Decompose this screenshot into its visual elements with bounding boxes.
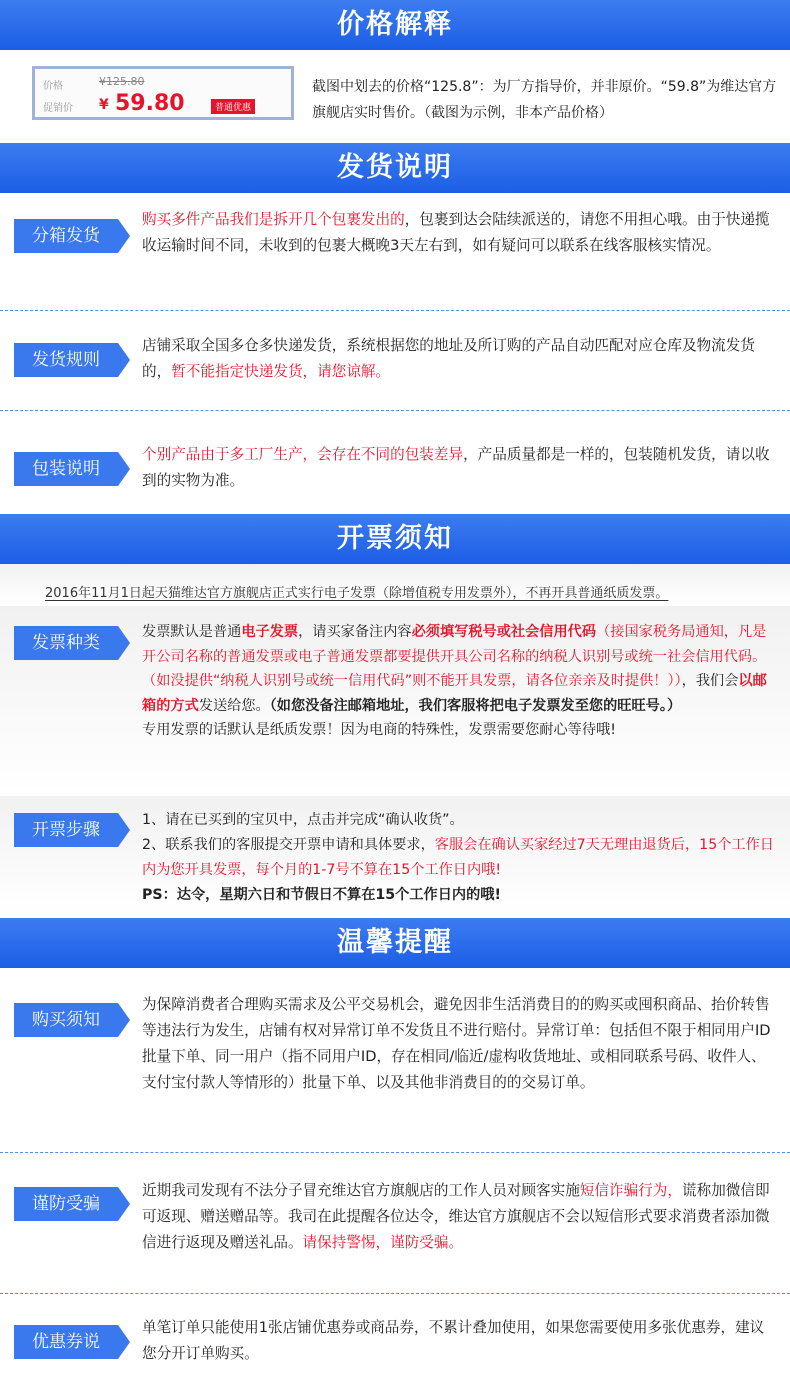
coupon-info-text: 单笔订单只能使用1张店铺优惠券或商品券，不累计叠加使用，如果您需要使用多张优惠券，建议您分开订单购买。 xyxy=(142,1319,765,1362)
invoice-banner: 开票须知 xyxy=(0,514,790,564)
shipping-rules-highlight: 暂不能指定快递发货，请您谅解。 xyxy=(171,363,391,380)
invoice-step-1: 1、请在已买到的宝贝中，点击并完成“确认收货”。 xyxy=(142,812,464,828)
packaging-body: ，产品质量都是一样的，包装随机发货，请以收到的实物为准。 xyxy=(142,446,770,489)
price-explanation-banner: 价格解释 xyxy=(0,0,790,50)
split-shipping-text xyxy=(142,207,778,259)
invoice-step-2: 2、联系我们的客服提交开票申请和具体要求， xyxy=(142,837,435,853)
tag-shipping-rules: 发货规则 xyxy=(14,343,118,377)
tag-packaging: 包装说明 xyxy=(14,452,118,486)
invoice-steps-ps: PS：达令，星期六日和节假日不算在15个工作日内的哦! xyxy=(142,887,501,903)
yen-sign: ¥ xyxy=(99,97,109,113)
shipping-rules-text xyxy=(142,333,778,385)
fraud-warning-text xyxy=(142,1178,778,1256)
promo-price-label: 促销价 xyxy=(43,103,73,114)
packaging-text xyxy=(142,442,778,494)
invoice-notice: 2016年11月1日起天猫维达官方旗舰店正式实行电子发票（除增值税专用发票外），不再开具普通纸质发票。 xyxy=(45,586,669,601)
tag-purchase-notice: 购买须知 xyxy=(14,1003,118,1037)
shipping-rules-body: 店铺采取全国多仓多快递发货，系统根据您的地址及所订购的产品自动匹配对应仓库及物流发货的， xyxy=(142,337,755,380)
price-screenshot-example xyxy=(32,66,294,120)
reminder-banner: 温馨提醒 xyxy=(0,918,790,968)
invoice-types-highlight: 以邮箱的方式 xyxy=(142,673,767,714)
promo-price: 59.80 xyxy=(115,91,185,116)
fraud-warning-part: 近期我司发现有不法分子冒充维达官方旗舰店的工作人员对顾客实施 xyxy=(142,1182,580,1199)
invoice-steps-text xyxy=(142,808,778,908)
tag-coupon-info: 优惠券说明 xyxy=(14,1325,118,1359)
invoice-types-text xyxy=(142,620,778,743)
fraud-warning-highlight: 短信诈骗行为， xyxy=(579,1182,682,1199)
fraud-warning-part: 谎称加微信即可返现、赠送赠品等。我司在此提醒各位达令，维达官方旗舰店不会以短信形式要求消费者添加微信进行返现及赠送礼品。 xyxy=(142,1182,770,1251)
invoice-step-2-highlight: 客服会在确认买家经过7天无理由退货后，15个工作日内为您开具发票，每个月的1-7号不算在15个工作日内哦! xyxy=(142,837,774,878)
split-shipping-highlight: 购买多件产品我们是拆开几个包裹发出的 xyxy=(142,211,405,228)
purchase-notice-text: 为保障消费者合理购买需求及公平交易机会，避免因非生活消费目的的购买或囤积商品、抬价转售等违法行为发生，店铺有权对异常订单不发货且不进行赔付。异常订单：包括但不限于相同用户ID批量下单、同一用户（指不同用户ID，存在相同/临近/虚构收货地址、或相同联系号码、收件人、支付宝付款人等情形的）批量下单、以及其他非消费目的的交易订单。 xyxy=(142,996,771,1091)
shipping-banner: 发货说明 xyxy=(0,143,790,193)
split-shipping-body: ，包裹到达会陆续派送的，请您不用担心哦。由于快递揽收运输时间不同，未收到的包裹大概晚3天左右到，如有疑问可以联系在线客服核实情况。 xyxy=(142,211,770,254)
promo-badge: 普通优惠 xyxy=(211,99,255,114)
original-price-label: 价格 xyxy=(43,81,63,92)
tag-split-shipping: 分箱发货 xyxy=(14,219,118,253)
tag-invoice-steps: 开票步骤 xyxy=(14,813,118,847)
invoice-types-highlight: 必须填写税号或社会信用代码 xyxy=(411,624,597,640)
invoice-types-highlight: （接国家税务局通知，凡是开公司名称的普通发票或电子普通发票都要提供开具公司名称的纳税人识别号或统一社会信用代码。（如没提供“纳税人识别号或统一信用代码”则不能开具发票，请各位亲亲及时提供！）） xyxy=(142,624,767,689)
packaging-highlight: 个别产品由于多工厂生产，会存在不同的包装差异 xyxy=(142,446,464,463)
fraud-warning-highlight: 请保持警惕，谨防受骗。 xyxy=(302,1234,464,1251)
invoice-types-part: 发送给您。 xyxy=(198,697,270,714)
invoice-types-part: ，我们会 xyxy=(681,673,739,689)
divider xyxy=(0,310,790,311)
divider xyxy=(0,1152,790,1153)
price-explanation-text: 截图中划去的价格“125.8”：为厂方指导价，并非原价。“59.8”为维达官方旗舰店实时售价。（截图为示例，非本产品价格） xyxy=(312,79,777,121)
invoice-types-bold: （如您没备注邮箱地址，我们客服将把电子发票发至您的旺旺号。） xyxy=(269,697,682,714)
divider xyxy=(0,1293,790,1294)
invoice-types-part: 发票默认是普通 xyxy=(142,624,242,640)
tag-fraud-warning: 谨防受骗 xyxy=(14,1187,118,1221)
tag-invoice-types: 发票种类 xyxy=(14,626,118,660)
divider xyxy=(0,410,790,411)
invoice-types-part: ，请买家备注内容 xyxy=(298,624,412,640)
original-price: ¥125.80 xyxy=(99,75,145,88)
invoice-types-part: 专用发票的话默认是纸质发票！因为电商的特殊性，发票需要您耐心等待哦! xyxy=(142,722,616,738)
invoice-types-highlight: 电子发票 xyxy=(241,624,299,640)
